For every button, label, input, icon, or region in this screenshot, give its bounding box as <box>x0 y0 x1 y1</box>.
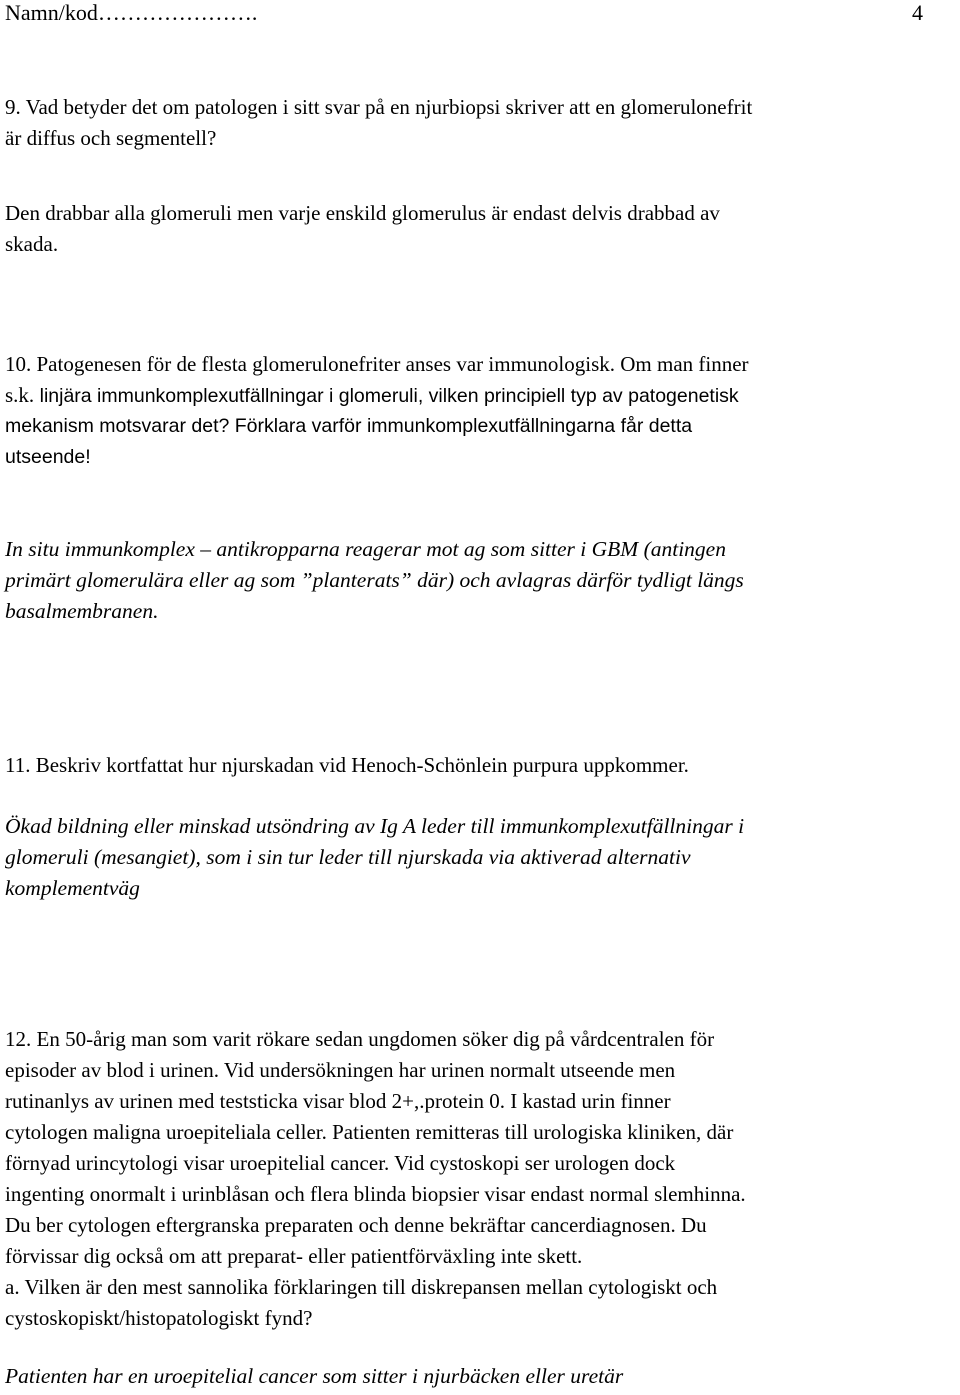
question-9-line: 9. Vad betyder det om patologen i sitt svar på en njurbiopsi skriver att en glomerulonefrit <box>5 95 753 119</box>
answer-9-line: Den drabbar alla glomeruli men varje enskild glomerulus är endast delvis drabbad av <box>5 201 720 225</box>
answer-11-line: Ökad bildning eller minskad utsöndring av Ig A leder till immunkomplexutfällningar i <box>5 814 745 838</box>
question-12-line: 12. En 50-årig man som varit rökare sedan ungdomen söker dig på vårdcentralen för <box>5 1027 715 1051</box>
question-10-abbrev: s.k. <box>5 383 35 407</box>
question-12-line: ingenting onormalt i urinblåsan och flera blinda biopsier visar endast normal slemhinna. <box>5 1182 746 1206</box>
answer-11-line: glomeruli (mesangiet), som i sin tur leder till njurskada via aktiverad alternativ <box>5 845 691 869</box>
page-number: 4 <box>912 0 923 25</box>
question-12 <box>5 1024 746 1334</box>
answer-12a-line: Patienten har en uroepitelial cancer som sitter i njurbäcken eller uretär <box>5 1364 624 1388</box>
question-12-line: cystoskopiskt/histopatologiskt fynd? <box>5 1306 313 1330</box>
question-12-line: a. Vilken är den mest sannolika förklaringen till diskrepansen mellan cytologiskt och <box>5 1275 718 1299</box>
question-10-line: 10. Patogenesen för de flesta glomerulonefriter anses var immunologisk. Om man finner <box>5 352 749 376</box>
answer-11 <box>5 811 744 904</box>
question-12-line: förnyad urincytologi visar uroepitelial cancer. Vid cystoskopi ser urologen dock <box>5 1151 676 1175</box>
question-12-line: rutinanlys av urinen med teststicka visar blod 2+,.protein 0. I kastad urin finner <box>5 1089 671 1113</box>
answer-12a <box>5 1361 623 1392</box>
answer-11-line: komplementväg <box>5 876 140 900</box>
question-12-line: Du ber cytologen eftergranska preparaten och denne bekräftar cancerdiagnosen. Du <box>5 1213 707 1237</box>
question-10-text-sans: linjära immunkomplexutfällningar i glomeruli, vilken principiell typ av patogenetisk <box>34 385 739 407</box>
question-10-line <box>5 380 749 411</box>
answer-9-line: skada. <box>5 232 59 256</box>
question-9 <box>5 92 752 154</box>
question-10 <box>5 349 749 473</box>
name-code-label: Namn/kod…………………. <box>5 0 258 25</box>
answer-9 <box>5 198 720 260</box>
question-9-line: är diffus och segmentell? <box>5 126 217 150</box>
answer-10-line: basalmembranen. <box>5 599 159 623</box>
question-12-line: förvissar dig också om att preparat- eller patientförväxling inte skett. <box>5 1244 583 1268</box>
question-11-line: 11. Beskriv kortfattat hur njurskadan vid Henoch-Schönlein purpura uppkommer. <box>5 753 689 777</box>
question-10-line: mekanism motsvarar det? Förklara varför immunkomplexutfällningarna får detta <box>5 415 693 437</box>
answer-10-line: primärt glomerulära eller ag som ”planterats” där) och avlagras därför tydligt längs <box>5 568 744 592</box>
answer-10 <box>5 534 744 627</box>
question-12-line: cytologen maligna uroepiteliala celler. Patienten remitteras till urologiska kliniken, där <box>5 1120 734 1144</box>
question-12-line: episoder av blod i urinen. Vid undersökningen har urinen normalt utseende men <box>5 1058 676 1082</box>
question-10-line: utseende! <box>5 446 91 468</box>
question-11 <box>5 750 689 781</box>
answer-10-line: In situ immunkomplex – antikropparna reagerar mot ag som sitter i GBM (antingen <box>5 537 726 561</box>
